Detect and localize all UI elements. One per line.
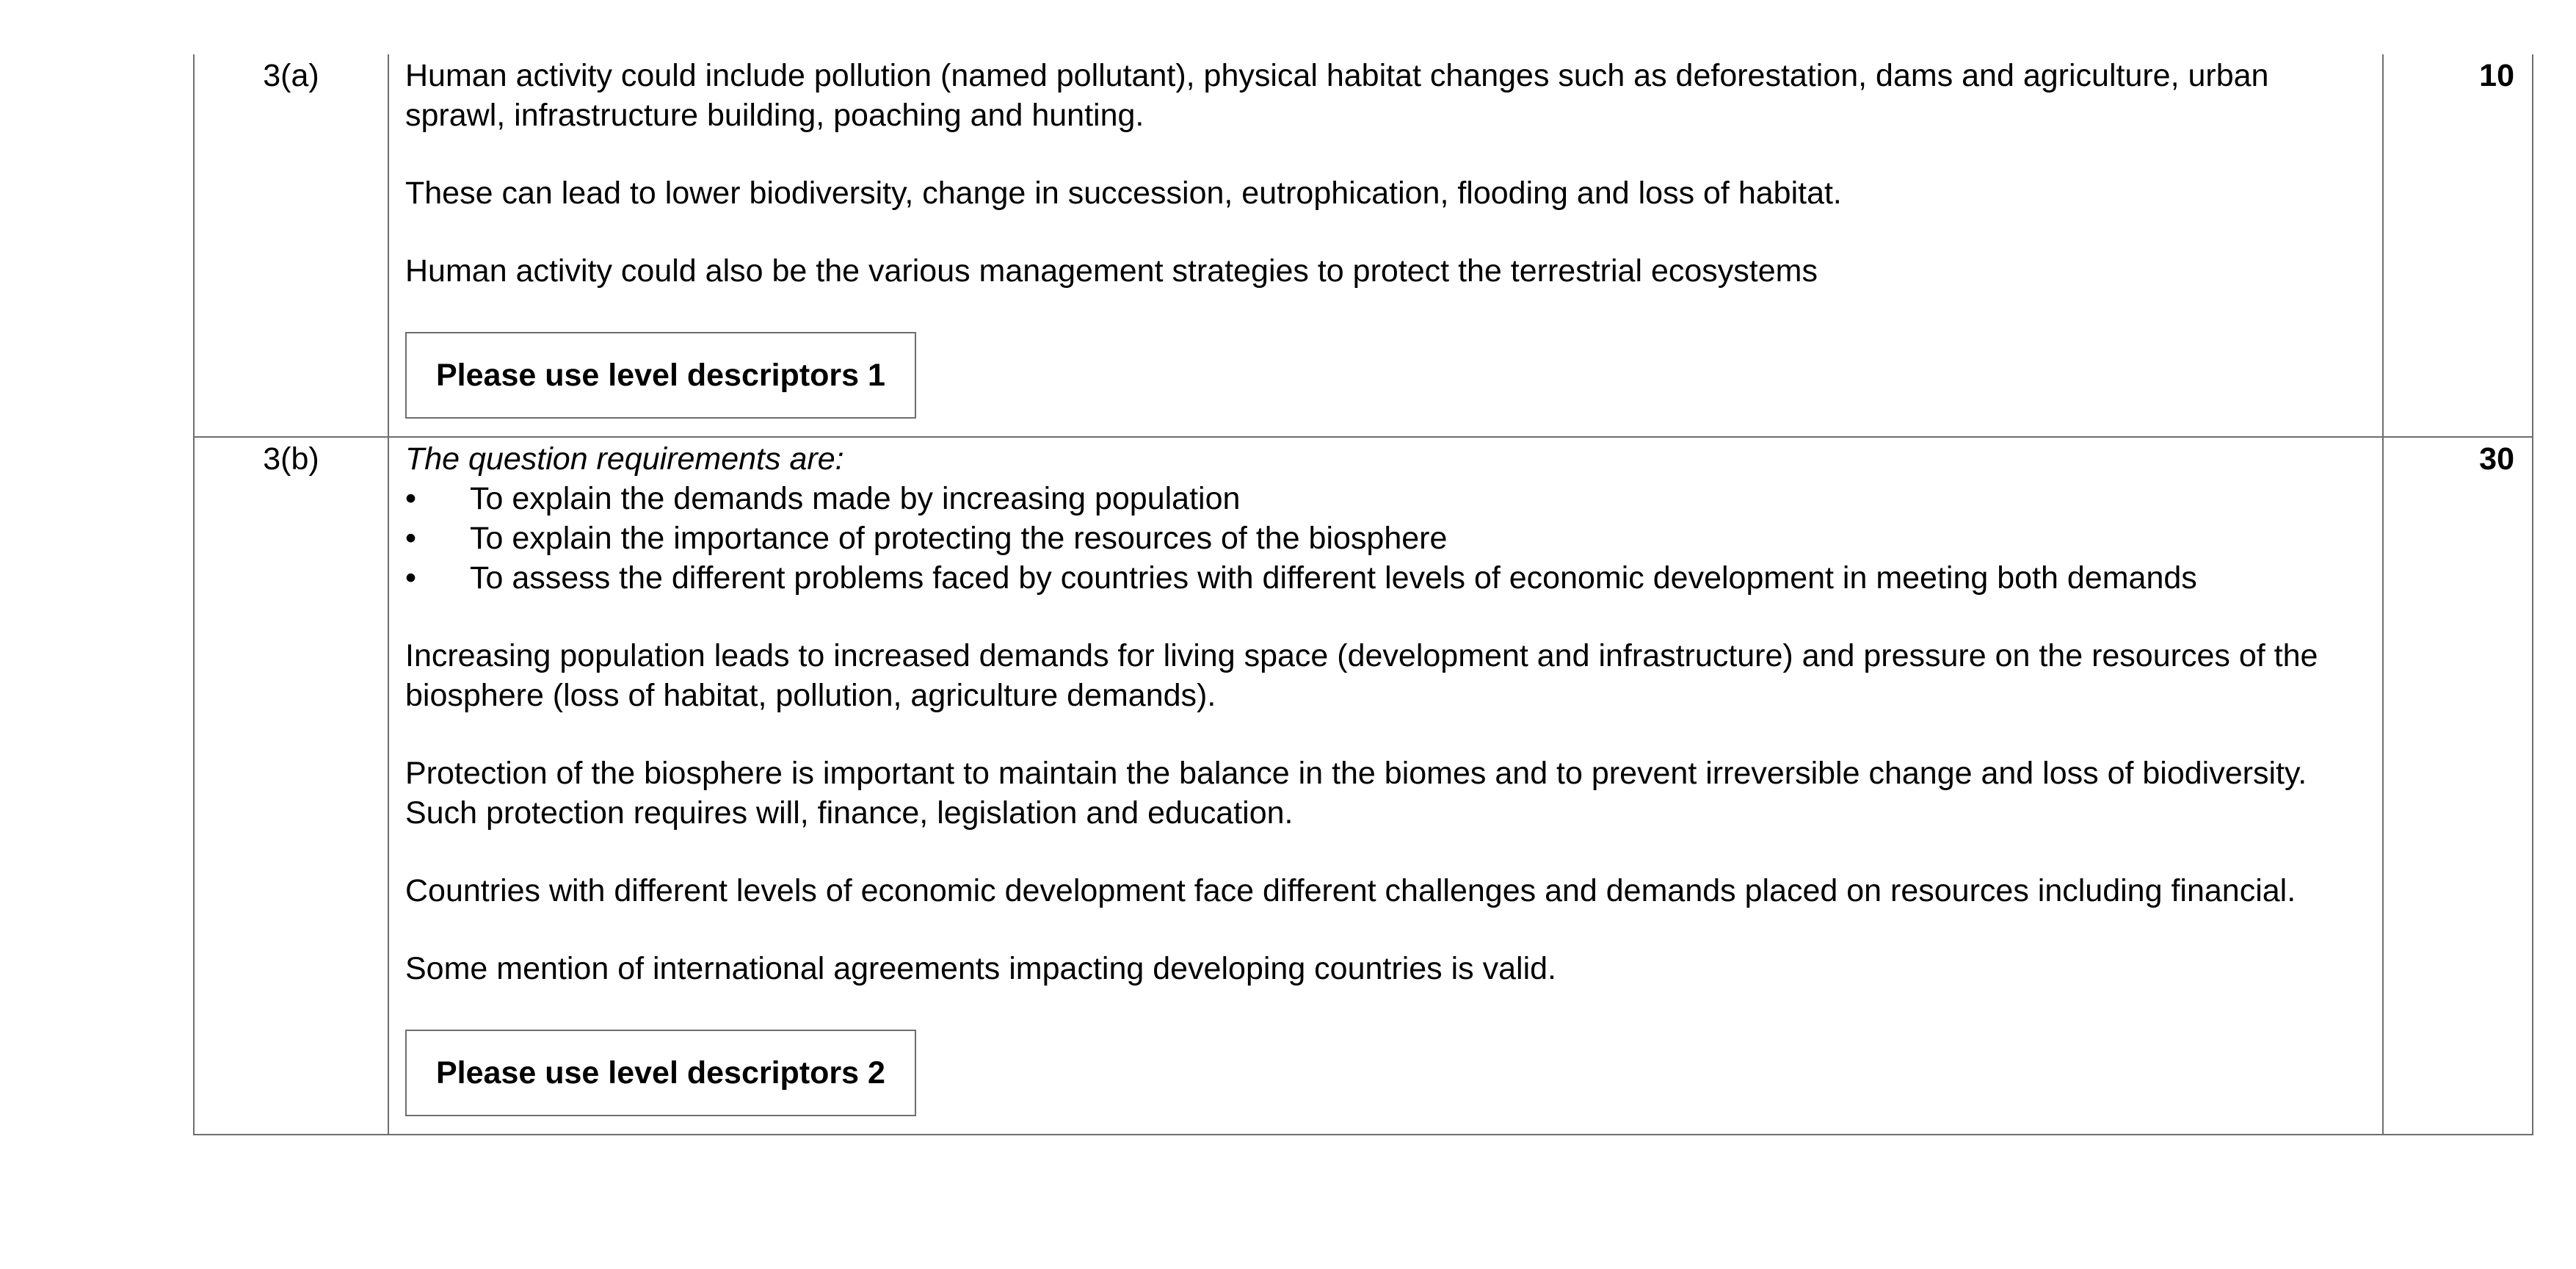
question-number: 3(a) — [194, 54, 388, 437]
bullet-icon: • — [405, 521, 417, 556]
list-item-text: To explain the importance of protecting the resources of the biosphere — [470, 521, 1448, 556]
list-item — [405, 518, 2368, 558]
marks-value: 30 — [2383, 437, 2533, 1135]
answer-paragraph: Human activity could include pollution (named pollutant), physical habitat changes such as deforestation, dams and agriculture, urban sprawl, infrastructure building, poaching and hunting. — [405, 58, 2269, 133]
table-row-3a — [194, 54, 2533, 437]
list-item-text: To assess the different problems faced by countries with different levels of economic development in meeting both demands — [470, 560, 2197, 596]
level-descriptor-box: Please use level descriptors 2 — [405, 1030, 916, 1116]
list-item — [405, 558, 2368, 598]
bullet-icon: • — [405, 560, 417, 596]
answer-cell — [388, 437, 2383, 1135]
answer-paragraph: Increasing population leads to increased demands for living space (development and infrastructure) and pressure on the resources of the biosphere (loss of habitat, pollution, agriculture demands). — [405, 638, 2318, 713]
list-item — [405, 479, 2368, 518]
marks-value: 10 — [2383, 54, 2533, 437]
table-row-3b — [194, 437, 2533, 1135]
level-descriptor-box: Please use level descriptors 1 — [405, 332, 916, 419]
answer-paragraph: Countries with different levels of economic development face different challenges and demands placed on resources including financial. — [405, 873, 2296, 908]
answer-paragraph: Protection of the biosphere is important to maintain the balance in the biomes and to prevent irreversible change and loss of biodiversity. Such protection requires will, finance, legislation and education. — [405, 756, 2307, 831]
requirements-list — [405, 479, 2368, 598]
bullet-icon: • — [405, 481, 417, 516]
answer-cell — [388, 54, 2383, 437]
answer-paragraph: Human activity could also be the various management strategies to protect the terrestrial ecosystems — [405, 253, 1818, 289]
requirements-intro: The question requirements are: — [405, 441, 844, 477]
list-item-text: To explain the demands made by increasing population — [470, 481, 1241, 516]
answer-paragraph: These can lead to lower biodiversity, change in succession, eutrophication, flooding and loss of habitat. — [405, 176, 1842, 211]
question-number: 3(b) — [194, 437, 388, 1135]
mark-scheme-table — [193, 54, 2533, 1135]
answer-paragraph: Some mention of international agreements impacting developing countries is valid. — [405, 951, 1556, 986]
